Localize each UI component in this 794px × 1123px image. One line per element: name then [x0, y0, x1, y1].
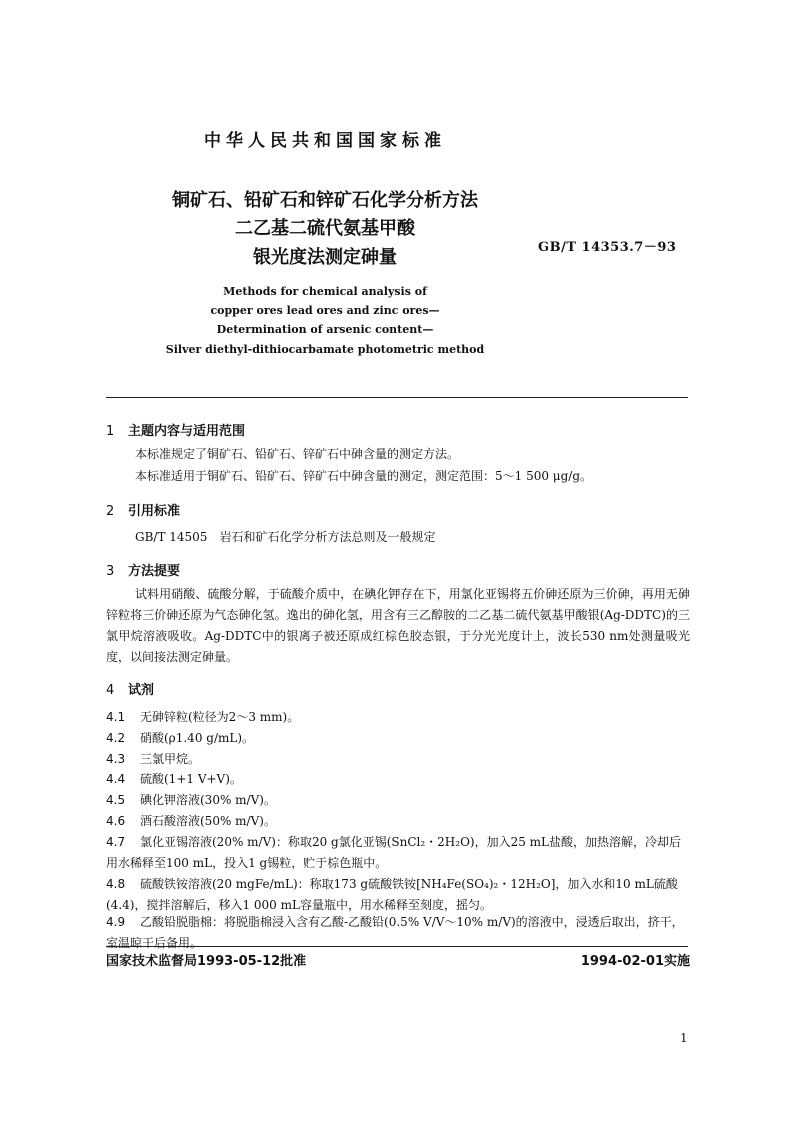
item-number: 4.4: [106, 772, 126, 786]
reagent-item: [106, 874, 690, 916]
reagent-item: [106, 811, 690, 832]
section-1-paragraph-1: 本标准规定了铜矿石、铅矿石、锌矿石中砷含量的测定方法。: [135, 447, 460, 461]
section-1-paragraph-2: 本标准适用于铜矿石、铅矿石、锌矿石中砷含量的测定，测定范围：5～1 500 μg/g。: [135, 469, 593, 483]
section-3-paragraph-1: 试料用硝酸、硫酸分解，于硫酸介质中，在碘化钾存在下，用氯化亚锡将五价砷还原为三价砷，再用无砷锌粒将三价砷还原为气态砷化氢。逸出的砷化氢，用含有三乙醇胺的二乙基二硫代氨基甲酸银(Ag-DDTC)的三氯甲烷溶液吸收。Ag-DDTC中的银离子被还原成红棕色胶态银，于分光光度计上，波长530 nm处测量吸光度，以间接法测定砷量。: [106, 587, 690, 664]
section-title: 主题内容与适用范围: [128, 424, 246, 439]
section-number: 4: [106, 683, 115, 698]
cn-title-line-1: 铜矿石、铅矿石和锌矿石化学分析方法: [172, 190, 478, 211]
bottom-divider: [106, 946, 688, 947]
reagent-item: [106, 728, 690, 749]
section-3-heading: [106, 560, 180, 579]
section-title: 试剂: [128, 683, 155, 698]
item-number: 4.8: [106, 877, 126, 891]
en-title-line-4: Silver diethyl-dithiocarbamate photometric method: [165, 343, 485, 356]
item-text: 三氯甲烷。: [140, 752, 201, 766]
page-number: 1: [680, 1031, 688, 1045]
item-number: 4.2: [106, 731, 126, 745]
item-number: 4.9: [106, 915, 126, 929]
reagent-item: [106, 832, 690, 874]
item-number: 4.1: [106, 710, 126, 724]
item-text: 硝酸(ρ1.40 g/mL)。: [140, 731, 255, 745]
en-title-line-3: Determination of arsenic content—: [216, 323, 434, 336]
item-text: 酒石酸溶液(50% m/V)。: [140, 814, 276, 828]
item-number: 4.5: [106, 793, 126, 807]
cn-title-line-2: 二乙基二硫代氨基甲酸: [235, 218, 415, 239]
section-number: 2: [106, 504, 115, 519]
item-text: 硫酸(1+1 V+V)。: [140, 772, 242, 786]
en-title-line-1: Methods for chemical analysis of: [223, 285, 427, 298]
item-text: 氯化亚锡溶液(20% m/V)：称取20 g氯化亚锡(SnCl₂・2H₂O)，加入25 mL盐酸，加热溶解，冷却后用水稀释至100 mL，投入1 g锡粒，贮于棕色瓶中。: [106, 835, 682, 870]
section-number: 1: [106, 424, 115, 439]
section-1-heading: [106, 420, 245, 439]
en-title-line-2: copper ores lead ores and zinc ores—: [210, 304, 440, 317]
reagent-item: [106, 707, 690, 728]
section-4-heading: [106, 679, 154, 698]
reagent-item: [106, 912, 690, 954]
section-title: 方法提要: [128, 564, 181, 579]
section-2-paragraph-1: GB/T 14505 岩石和矿石化学分析方法总则及一般规定: [135, 530, 436, 544]
item-number: 4.6: [106, 814, 126, 828]
item-number: 4.3: [106, 752, 126, 766]
section-title: 引用标准: [128, 504, 181, 519]
reagent-item: [106, 749, 690, 770]
standard-code: GB/T 14353.7－93: [538, 240, 677, 255]
item-text: 乙酸铅脱脂棉：将脱脂棉浸入含有乙酸-乙酸铅(0.5% V/V～10% m/V)的溶液中，浸透后取出，挤干，室温晾干后备用。: [106, 915, 684, 950]
item-text: 碘化钾溶液(30% m/V)。: [140, 793, 276, 807]
cn-title-line-3: 银光度法测定砷量: [253, 247, 397, 268]
top-divider: [106, 397, 688, 398]
item-text: 无砷锌粒(粒径为2～3 mm)。: [140, 710, 300, 724]
item-text: 硫酸铁铵溶液(20 mgFe/mL)：称取173 g硫酸铁铵[NH₄Fe(SO₄)₂・12H₂O]，加入水和10 mL硫酸(4.4)，搅拌溶解后，移入1 000 mL容量瓶中，用水稀释至刻度，摇匀。: [106, 877, 678, 912]
approval-date: 国家技术监督局1993-05-12批准: [106, 954, 307, 969]
reagent-item: [106, 790, 690, 811]
national-standard-label: 中华人民共和国国家标准: [204, 131, 446, 151]
section-2-heading: [106, 500, 180, 519]
reagent-item: [106, 769, 690, 790]
implementation-date: 1994-02-01实施: [580, 954, 690, 969]
item-number: 4.7: [106, 835, 126, 849]
section-number: 3: [106, 564, 115, 579]
